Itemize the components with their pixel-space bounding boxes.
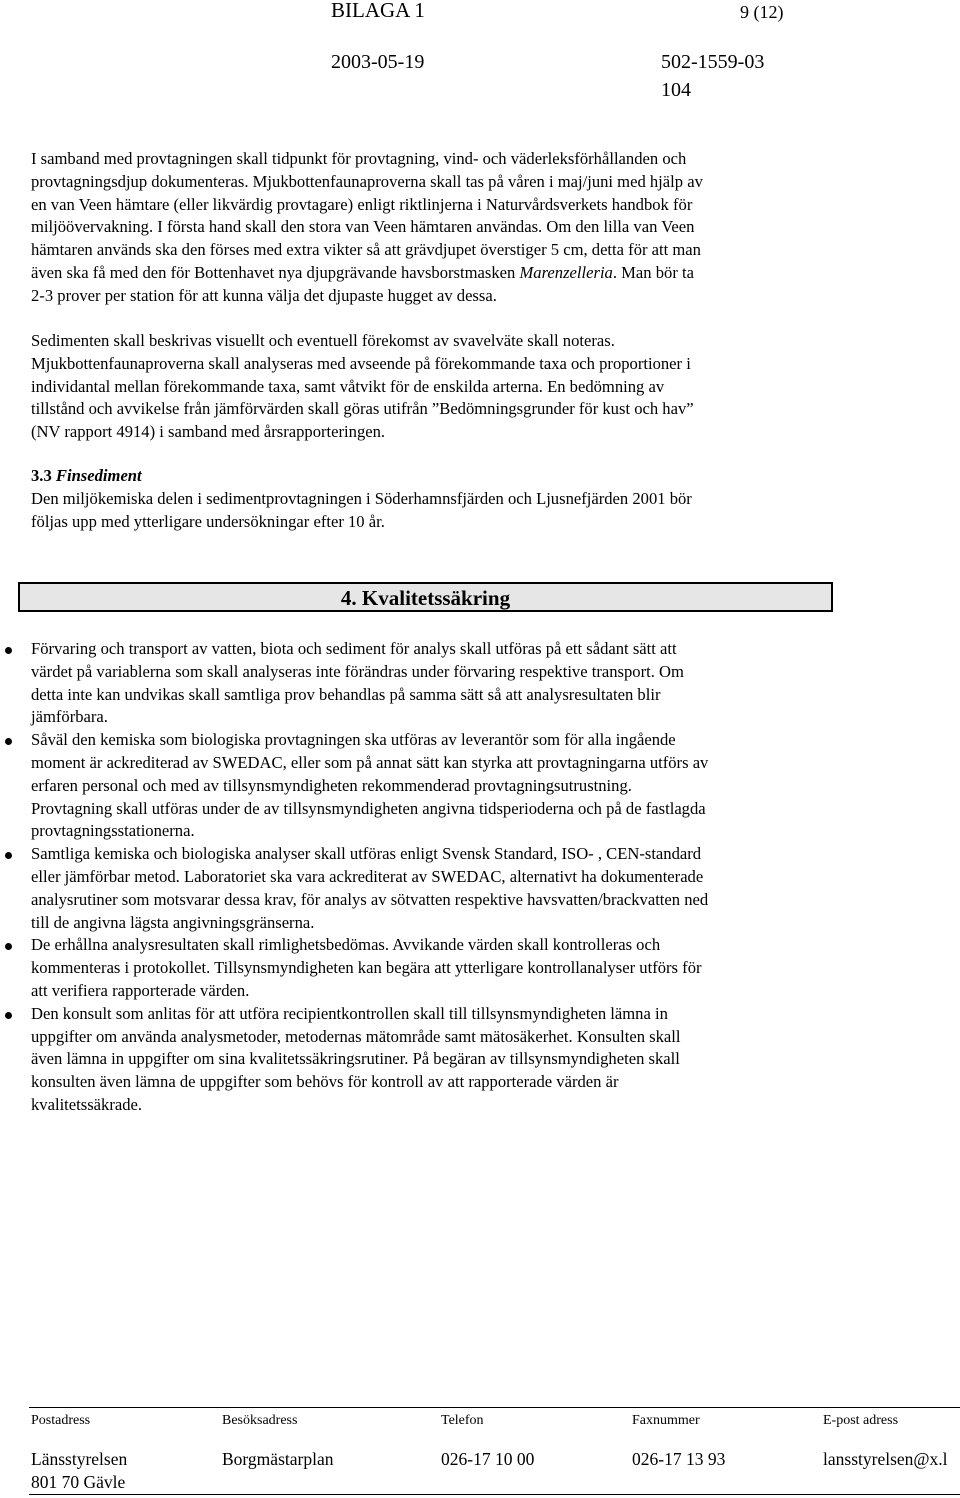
text-line: individantal mellan förekommande taxa, samt våtvikt för de enskilda arterna. En bedömning av: [31, 376, 665, 396]
text-line: 2-3 prover per station för att kunna välja det djupaste hugget av dessa.: [31, 285, 497, 305]
text-line: I samband med provtagningen skall tidpunkt för provtagning, vind- och väderleksförhållanden och: [31, 149, 687, 168]
footer-top-rule: [29, 1407, 960, 1408]
list-item: Den konsult som anlitas för att utföra recipientkontrollen skall till tillsynsmyndigheten lämna in uppgifter om använda analysmetoder, metodernas mätområde samt mätosäkerhet. Konsulten skall även lämna in uppgifter om sina kvalitetssäkringsrutiner. På begäran av tillsynsmyndigheten skall konsulten även lämna de uppgifter som behövs för kontroll av att rapporterade värden är kvalitetssäkrade.: [0, 1003, 960, 1117]
footer-email: lansstyrelsen@x.l: [823, 1449, 948, 1469]
page-number: 9 (12): [740, 2, 784, 22]
section-4-heading: 4. Kvalitetssäkring: [18, 582, 833, 612]
text-line: Den miljökemiska delen i sedimentprovtagningen i Söderhamnsfjärden och Ljusnefjärden 2001 bör: [31, 488, 692, 508]
footer-organisation: Länsstyrelsen: [31, 1449, 128, 1469]
footer-phone: 026-17 10 00: [441, 1449, 535, 1469]
footer-label-besoksadress: Besöksadress: [222, 1413, 298, 1428]
text-line: Mjukbottenfaunaproverna skall analyseras med avseende på förekommande taxa och proportioner i: [31, 353, 691, 373]
section-heading: 3.3 Finsediment: [31, 466, 142, 485]
footer-label-telefon: Telefon: [441, 1413, 484, 1428]
text-line: följas upp med ytterligare undersökningar efter 10 år.: [31, 511, 385, 531]
intro-paragraph: [31, 148, 931, 308]
footer-label-faxnummer: Faxnummer: [632, 1413, 700, 1428]
bullet-icon: [5, 1012, 12, 1019]
species-name: Marenzelleria: [519, 262, 613, 282]
finsediment-section: [31, 465, 931, 533]
text-line: Sedimenten skall beskrivas visuellt och eventuell förekomst av svavelväte skall noteras.: [31, 331, 615, 350]
quality-bullet-list: [0, 638, 960, 1117]
text-line: tillstånd och avvikelse från jämförvärden skall göras utifrån ”Bedömningsgrunder för kust och hav”: [31, 399, 694, 419]
list-item: Samtliga kemiska och biologiska analyser skall utföras enligt Svensk Standard, ISO- , CEN-standard eller jämförbar metod. Laboratoriet ska vara ackrediterat av SWEDAC, alternativt ha dokumenterade analysrutiner som motsvarar dessa krav, för analys av sötvatten respektive havsvatten/brackvatten ned till de angivna lägsta angivningsgränserna.: [0, 843, 960, 934]
footer-postal-address: 801 70 Gävle: [31, 1472, 126, 1492]
text-line: en van Veen hämtare (eller likvärdig provtagare) enligt riktlinjerna i Naturvårdsverkets handbok för: [31, 194, 693, 214]
footer-label-epost: E-post adress: [823, 1413, 899, 1428]
text-line: även ska få med den för Bottenhavet nya djupgrävande havsborstmasken Marenzelleria. Man bör ta: [31, 262, 694, 282]
footer-visiting-address: Borgmästarplan: [222, 1449, 334, 1469]
document-reference-sub: 104: [661, 79, 691, 101]
text-line: miljöövervakning. I första hand skall den stora van Veen hämtaren användas. Om den lilla van Veen: [31, 217, 695, 237]
list-item: Förvaring och transport av vatten, biota och sediment för analys skall utföras på ett sådant sätt att värdet på variablerna som skall analyseras inte förändras under förvaring respektive transport. Om detta inte kan undvikas skall samtliga prov behandlas på samma sätt så att analysresultaten blir jämförbara.: [0, 638, 960, 729]
footer-label-postadress: Postadress: [31, 1413, 91, 1428]
appendix-label: BILAGA 1: [331, 0, 425, 22]
document-reference: 502-1559-03: [661, 51, 765, 73]
list-item: De erhållna analysresultaten skall rimlighetsbedömas. Avvikande värden skall kontrolleras och kommenteras i protokollet. Tillsynsmyndigheten kan begära att ytterligare kontrollanalyser utförs för att verifiera rapporterade värden.: [0, 934, 960, 1002]
footer-bottom-rule: [29, 1494, 960, 1495]
sediment-paragraph: [31, 330, 931, 444]
text-line: provtagningsdjup dokumenteras. Mjukbottenfaunaproverna skall tas på våren i maj/juni med hjälp av: [31, 171, 703, 191]
list-item: Såväl den kemiska som biologiska provtagningen ska utföras av leverantör som för alla ingående moment är ackrediterad av SWEDAC, eller som på annat sätt kan styrka att provtagningarna utförs av erfaren personal och med av tillsynsmyndigheten rekommenderad provtagningsutrustning. Provtagning skall utföras under de av tillsynsmyndigheten angivna tidsperioderna och på de fastlagda provtagningsstationerna.: [0, 729, 960, 843]
text-line: hämtaren används ska den förses med extra vikter så att grävdjupet överstiger 5 cm, detta för att man: [31, 240, 701, 260]
bullet-icon: [5, 647, 12, 654]
text-line: (NV rapport 4914) i samband med årsrapporteringen.: [31, 422, 386, 442]
footer-fax: 026-17 13 93: [632, 1449, 726, 1469]
document-date: 2003-05-19: [331, 51, 425, 73]
